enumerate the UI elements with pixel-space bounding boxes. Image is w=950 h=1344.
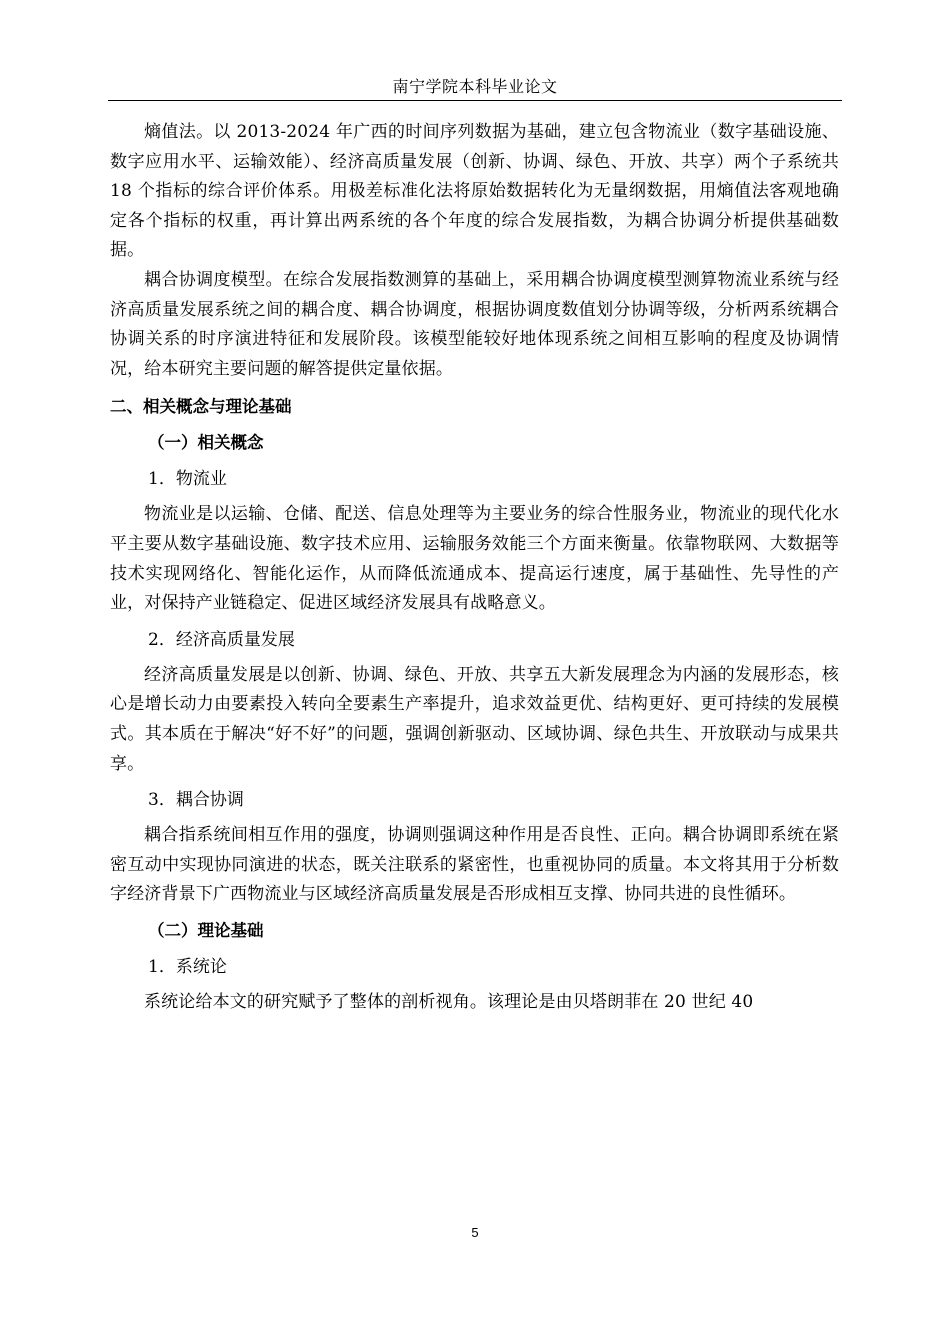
paragraph-systems-theory: 系统论给本文的研究赋予了整体的剖析视角。该理论是由贝塔朗菲在 20 世纪 40 bbox=[144, 991, 754, 1012]
header-divider bbox=[108, 100, 842, 101]
item-heading-systems-theory: 1．系统论 bbox=[148, 956, 227, 977]
running-header: 南宁学院本科毕业论文 bbox=[392, 77, 558, 96]
item-heading-logistics: 1．物流业 bbox=[148, 469, 227, 490]
section-heading: 二、相关概念与理论基础 bbox=[110, 397, 292, 417]
item-heading-high-quality-development: 2．经济高质量发展 bbox=[148, 629, 295, 650]
paragraph-high-quality-development: 经济高质量发展是以创新、协调、绿色、开放、共享五大新发展理念为内涵的发展形态，核心是增长动力由要素投入转向全要素生产率提升，追求效益更优、结构更好、更可持续的发展模式。其本质在于解决“好不好”的问题，强调创新驱动、区域协调、绿色共生、开放联动与成果共享。 bbox=[110, 664, 839, 774]
page-number: 5 bbox=[471, 1225, 479, 1240]
paragraph-logistics: 物流业是以运输、仓储、配送、信息处理等为主要业务的综合性服务业，物流业的现代化水平主要从数字基础设施、数字技术应用、运输服务效能三个方面来衡量。依靠物联网、大数据等技术实现网络化、智能化运作，从而降低流通成本、提高运行速度，属于基础性、先导性的产业，对保持产业链稳定、促进区域经济发展具有战略意义。 bbox=[110, 504, 839, 614]
paragraph-entropy-method: 熵值法。以 2013-2024 年广西的时间序列数据为基础，建立包含物流业（数字基础设施、数字应用水平、运输效能）、经济高质量发展（创新、协调、绿色、开放、共享）两个子系统共 18 个指标的综合评价体系。用极差标准化法将原始数据转化为无量纲数据，用熵值法客观地确定各个指标的权重，再计算出两系统的各个年度的综合发展指数，为耦合协调分析提供基础数据。 bbox=[110, 122, 839, 261]
paragraph-coupling-model: 耦合协调度模型。在综合发展指数测算的基础上，采用耦合协调度模型测算物流业系统与经济高质量发展系统之间的耦合度、耦合协调度，根据协调度数值划分协调等级，分析两系统耦合协调关系的时序演进特征和发展阶段。该模型能较好地体现系统之间相互影响的程度及协调情况，给本研究主要问题的解答提供定量依据。 bbox=[110, 269, 839, 379]
paragraph-coupling: 耦合指系统间相互作用的强度，协调则强调这种作用是否良性、正向。耦合协调即系统在紧密互动中实现协同演进的状态，既关注联系的紧密性，也重视协同的质量。本文将其用于分析数字经济背景下广西物流业与区域经济高质量发展是否形成相互支撑、协同共进的良性循环。 bbox=[110, 825, 839, 905]
item-heading-coupling: 3．耦合协调 bbox=[148, 790, 244, 811]
subsection-heading-concepts: （一）相关概念 bbox=[148, 433, 264, 453]
page-body bbox=[110, 118, 839, 1017]
subsection-heading-theory: （二）理论基础 bbox=[148, 920, 264, 940]
